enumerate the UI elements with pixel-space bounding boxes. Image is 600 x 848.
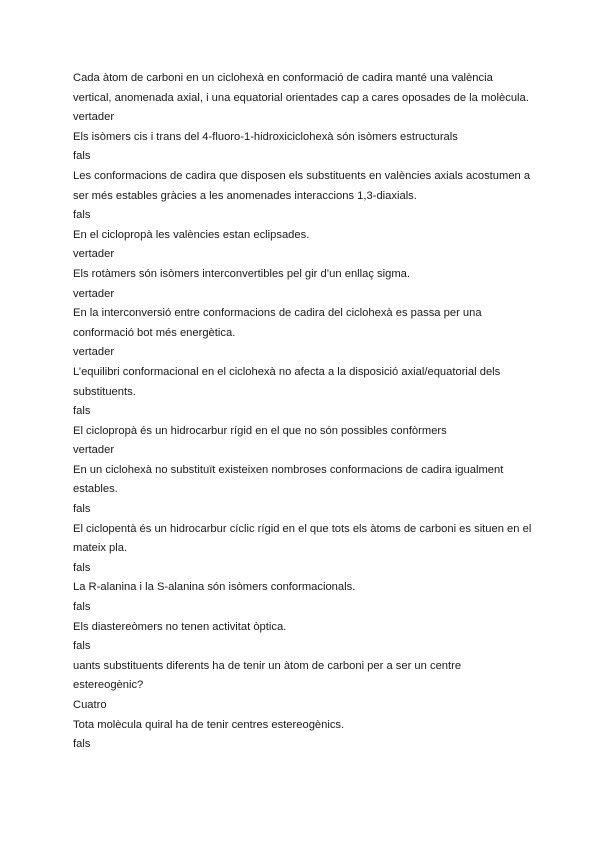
- answer-text: fals: [73, 209, 91, 222]
- question-text: L’equilibri conformacional en el ciclohexà no afecta a la disposició axial/equatorial dels substituents.: [73, 365, 501, 398]
- answer-text: vertader: [73, 248, 115, 261]
- qa-item: [73, 69, 533, 128]
- qa-item: [73, 128, 533, 167]
- answer-text: Cuatro: [73, 699, 107, 711]
- qa-item: [73, 304, 533, 363]
- qa-item: [73, 461, 533, 520]
- answer-text: vertader: [73, 287, 115, 300]
- answer-text: vertader: [73, 111, 115, 124]
- question-text: El ciclopropà és un hidrocarbur rígid en el que no són possibles confòrmers: [73, 424, 447, 437]
- qa-item: [73, 520, 533, 579]
- question-text: Les conformacions de cadira que disposen els substituents en valències axials acostumen a ser més estables gràcies a les anomenades interaccions 1,3-diaxials.: [73, 169, 531, 202]
- qa-item: [73, 657, 533, 716]
- qa-item: [73, 422, 533, 461]
- question-text: Els rotàmers són isòmers interconvertibles pel gir d’un enllaç sigma.: [73, 267, 411, 280]
- answer-text: fals: [73, 640, 91, 653]
- answer-text: vertader: [73, 444, 115, 457]
- answer-text: vertader: [73, 346, 115, 359]
- question-text: En la interconversió entre conformacions de cadira del ciclohexà es passa per una conformació bot més energètica.: [73, 307, 482, 339]
- qa-item: [73, 167, 533, 226]
- question-text: En el ciclopropà les valències estan eclipsades.: [73, 228, 310, 241]
- answer-text: fals: [73, 561, 91, 574]
- qa-item: [73, 618, 533, 657]
- question-text: En un ciclohexà no substituït existeixen nombroses conformacions de cadira igualment estables.: [73, 463, 504, 496]
- qa-item: [73, 265, 533, 304]
- qa-item: [73, 226, 533, 265]
- question-text: Els isòmers cis i trans del 4-fluoro-1-hidroxiciclohexà són isòmers estructurals: [73, 130, 458, 143]
- qa-list: [73, 69, 533, 755]
- question-text: Tota molècula quiral ha de tenir centres estereogènics.: [73, 718, 345, 731]
- answer-text: fals: [73, 150, 91, 163]
- question-text: El ciclopentà és un hidrocarbur cíclic rígid en el que tots els àtoms de carboni es situen en el mateix pla.: [73, 522, 532, 555]
- question-text: Els diastereòmers no tenen activitat òptica.: [73, 620, 287, 633]
- answer-text: fals: [73, 738, 91, 751]
- question-text: La R-alanina i la S-alanina són isòmers conformacionals.: [73, 581, 356, 594]
- qa-item: [73, 578, 533, 617]
- qa-item: [73, 716, 533, 755]
- answer-text: fals: [73, 405, 91, 418]
- answer-text: fals: [73, 601, 91, 614]
- qa-item: [73, 363, 533, 422]
- question-text: uants substituents diferents ha de tenir un àtom de carboni per a ser un centre estereogènic?: [73, 659, 462, 692]
- answer-text: fals: [73, 503, 91, 516]
- question-text: Cada àtom de carboni en un ciclohexà en conformació de cadira manté una valència vertical, anomenada axial, i una equatorial orientades cap a cares oposades de la molècula.: [73, 72, 529, 104]
